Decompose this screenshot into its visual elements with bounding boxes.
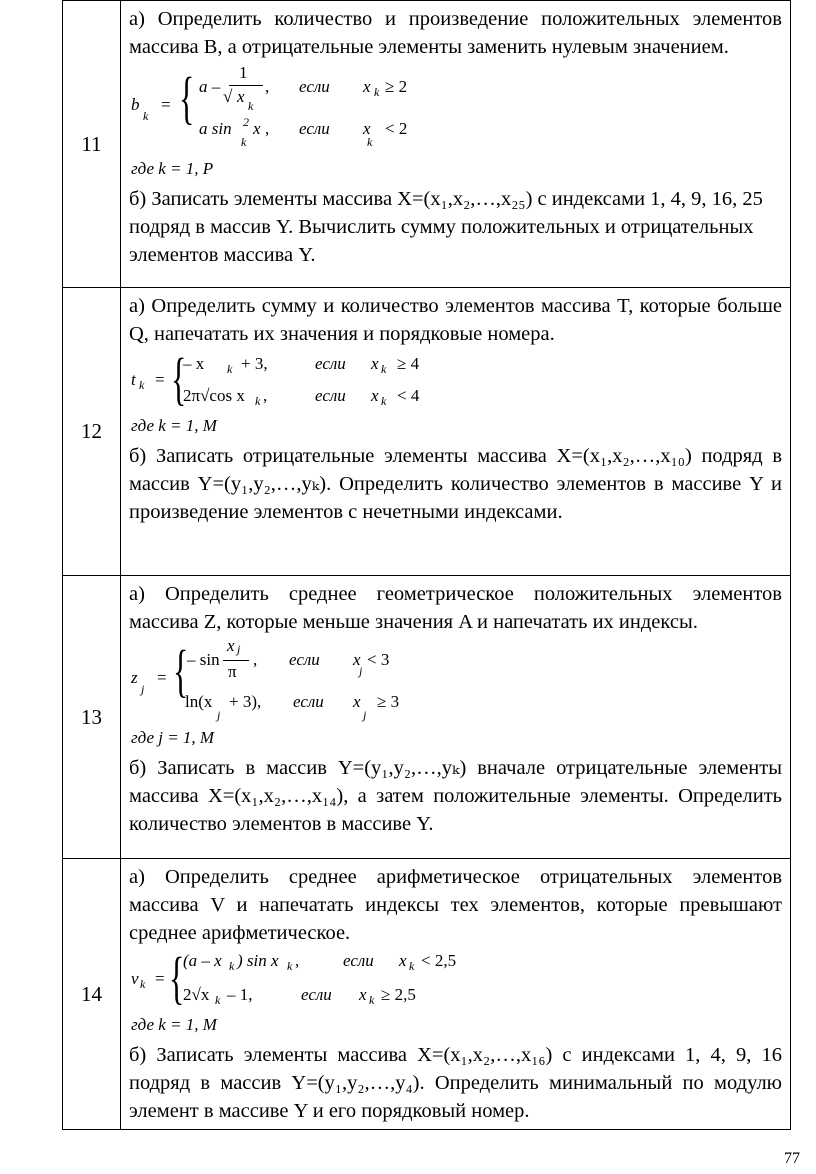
formula <box>131 638 782 724</box>
formula-eq: = <box>161 95 171 114</box>
case1-cond-word: если <box>289 650 320 669</box>
task-part-b: б) Записать отрицательные элементы массива X=(x₁,x₂,…,x₁₀) подряд в массив Y=(y₁,y₂,…,yₖ). Определить количество элементов в массиве Y и произведение элементов с нечетными индексами. <box>129 445 782 523</box>
tasks-table <box>62 0 791 1130</box>
case1-den-sub: k <box>248 99 254 113</box>
case2-cond-x: x <box>363 119 371 138</box>
task-content <box>121 576 791 859</box>
brace-icon: { <box>169 945 185 1010</box>
case2-cond-sub: k <box>367 135 373 149</box>
task-row-11 <box>63 1 791 288</box>
task-number: 14 <box>63 859 121 1130</box>
case1-den: x <box>237 87 245 106</box>
task-part-a: а) Определить сумму и количество элементов массива T, которые больше Q, напечатать их значения и порядковые номера. <box>129 295 782 345</box>
case1-cond-word: если <box>299 77 330 96</box>
fraction-line <box>229 85 263 86</box>
task-row-14 <box>63 859 791 1130</box>
index-range: где j = 1, M <box>131 728 215 747</box>
task-number: 12 <box>63 288 121 576</box>
formula-lhs-sub: k <box>140 977 146 991</box>
formula-lhs: b <box>131 95 140 114</box>
case1-comma: , <box>265 77 270 96</box>
page-number: 77 <box>784 1150 800 1167</box>
case2-cond-sub: k <box>369 993 375 1007</box>
case1-num: 1 <box>239 63 248 82</box>
task-part-b: б) Записать в массив Y=(y₁,y₂,…,yₖ) вначале отрицательные элементы массива X=(x₁,x₂,…,x₁₄), а затем положительные элементы. Определить количество элементов в массиве Y. <box>129 757 782 835</box>
task-content <box>121 1 791 288</box>
index-range: где k = 1, M <box>131 1015 217 1034</box>
formula-lhs: t <box>131 370 136 389</box>
case2-cond-word: если <box>301 985 332 1004</box>
case2-sub: j <box>217 708 221 722</box>
case1-tail: + 3, <box>241 354 268 373</box>
case1-sub2: k <box>287 959 293 973</box>
case2-tail: , <box>263 386 268 405</box>
brace-icon: { <box>173 638 189 703</box>
case2-expr: 2√x <box>183 985 210 1004</box>
task-part-b: б) Записать элементы массива X=(x₁,x₂,…,x₂₅) с индексами 1, 4, 9, 16, 25 подряд в массив Y. Вычислить сумму положительных и отрицательных элементов массива Y. <box>129 188 763 266</box>
task-row-13 <box>63 576 791 859</box>
task-part-b: б) Записать элементы массива X=(x₁,x₂,…,x₁₆) с индексами 1, 4, 9, 16 подряд в массив Y=(y₁,y₂,…,y₄). Определить минимальный по модулю элемент в массиве Y и его порядковый номер. <box>129 1044 782 1122</box>
brace-icon: { <box>171 346 187 411</box>
case1-a: a – <box>199 77 221 96</box>
case2-comma: , <box>265 119 270 138</box>
case1-rel: < 2,5 <box>421 951 457 970</box>
case1-cond-sub: k <box>374 85 380 99</box>
case1-comma: , <box>253 650 258 669</box>
case2-rel: < 2 <box>385 119 408 138</box>
task-content <box>121 859 791 1130</box>
case1-cond-x: x <box>399 951 407 970</box>
case1-sub: k <box>229 959 235 973</box>
case2-rel: ≥ 3 <box>377 692 400 711</box>
formula-lhs-sub: j <box>141 682 145 696</box>
case2-tail: + 3), <box>229 692 262 711</box>
case1-cond-sub: k <box>409 959 415 973</box>
case1-cond-sub: k <box>381 362 387 376</box>
case2-expr: a sin <box>199 119 232 138</box>
case1-rel: < 3 <box>367 650 390 669</box>
case1-expr: (a – x <box>183 951 222 970</box>
case2-cond-word: если <box>293 692 324 711</box>
case2-cond-x: x <box>359 985 367 1004</box>
case2-cond-word: если <box>315 386 346 405</box>
formula-lhs-sub: k <box>139 378 145 392</box>
task-number: 13 <box>63 576 121 859</box>
case1-expr: – x <box>183 354 205 373</box>
formula-eq: = <box>155 969 165 988</box>
case2-sub: k <box>255 394 261 408</box>
case2-sub: k <box>215 993 221 1007</box>
case2-cond-word: если <box>299 119 330 138</box>
case1-comma: , <box>295 951 300 970</box>
case1-cond-x: x <box>371 354 379 373</box>
case2-expr: 2π√cos x <box>183 386 245 405</box>
formula-lhs-sub: k <box>143 109 149 123</box>
case1-tail: ) sin x <box>237 951 279 970</box>
case1-rel: ≥ 4 <box>397 354 420 373</box>
formula <box>131 63 782 155</box>
case1-expr: – sin <box>187 650 220 669</box>
case2-x-sub: k <box>241 135 247 149</box>
index-range: где k = 1, P <box>131 159 214 178</box>
task-part-a: а) Определить количество и произведение положительных элементов массива B, а отрицательные элементы заменить нулевым значением. <box>129 8 782 58</box>
case2-x: x <box>253 119 261 138</box>
case1-cond-x: x <box>363 77 371 96</box>
task-part-a: а) Определить среднее арифметическое отрицательных элементов массива V и напечатать индексы тех элементов, которые превышают среднее арифметическое. <box>129 866 782 944</box>
fraction-line <box>223 660 249 661</box>
case2-rel: < 4 <box>397 386 420 405</box>
case2-pow: 2 <box>243 115 249 129</box>
case2-cond-sub: j <box>363 708 367 722</box>
case1-sub: k <box>227 362 233 376</box>
sqrt-icon: √ <box>223 87 233 106</box>
formula-eq: = <box>157 668 167 687</box>
case1-cond-x: x <box>353 650 361 669</box>
case2-cond-sub: k <box>381 394 387 408</box>
case2-cond-x: x <box>371 386 379 405</box>
case2-expr: ln(x <box>185 692 213 711</box>
task-number: 11 <box>63 1 121 288</box>
brace-icon: { <box>179 65 195 130</box>
case1-cond-word: если <box>315 354 346 373</box>
case1-num: x <box>227 636 235 655</box>
case1-cond-sub: j <box>359 664 363 678</box>
formula <box>131 346 782 412</box>
case1-rel: ≥ 2 <box>385 77 408 96</box>
case2-cond-x: x <box>353 692 361 711</box>
case2-rel: ≥ 2,5 <box>381 985 416 1004</box>
task-row-12 <box>63 288 791 576</box>
case1-den: π <box>228 662 237 681</box>
case1-num-sub: j <box>237 642 241 656</box>
case1-cond-word: если <box>343 951 374 970</box>
case2-tail: – 1, <box>227 985 253 1004</box>
index-range: где k = 1, M <box>131 416 217 435</box>
task-part-a: а) Определить среднее геометрическое положительных элементов массива Z, которые меньше значения A и напечатать их индексы. <box>129 583 782 633</box>
formula <box>131 945 782 1011</box>
formula-lhs: z <box>131 668 138 687</box>
formula-lhs: v <box>131 969 139 988</box>
task-content <box>121 288 791 576</box>
formula-eq: = <box>155 370 165 389</box>
